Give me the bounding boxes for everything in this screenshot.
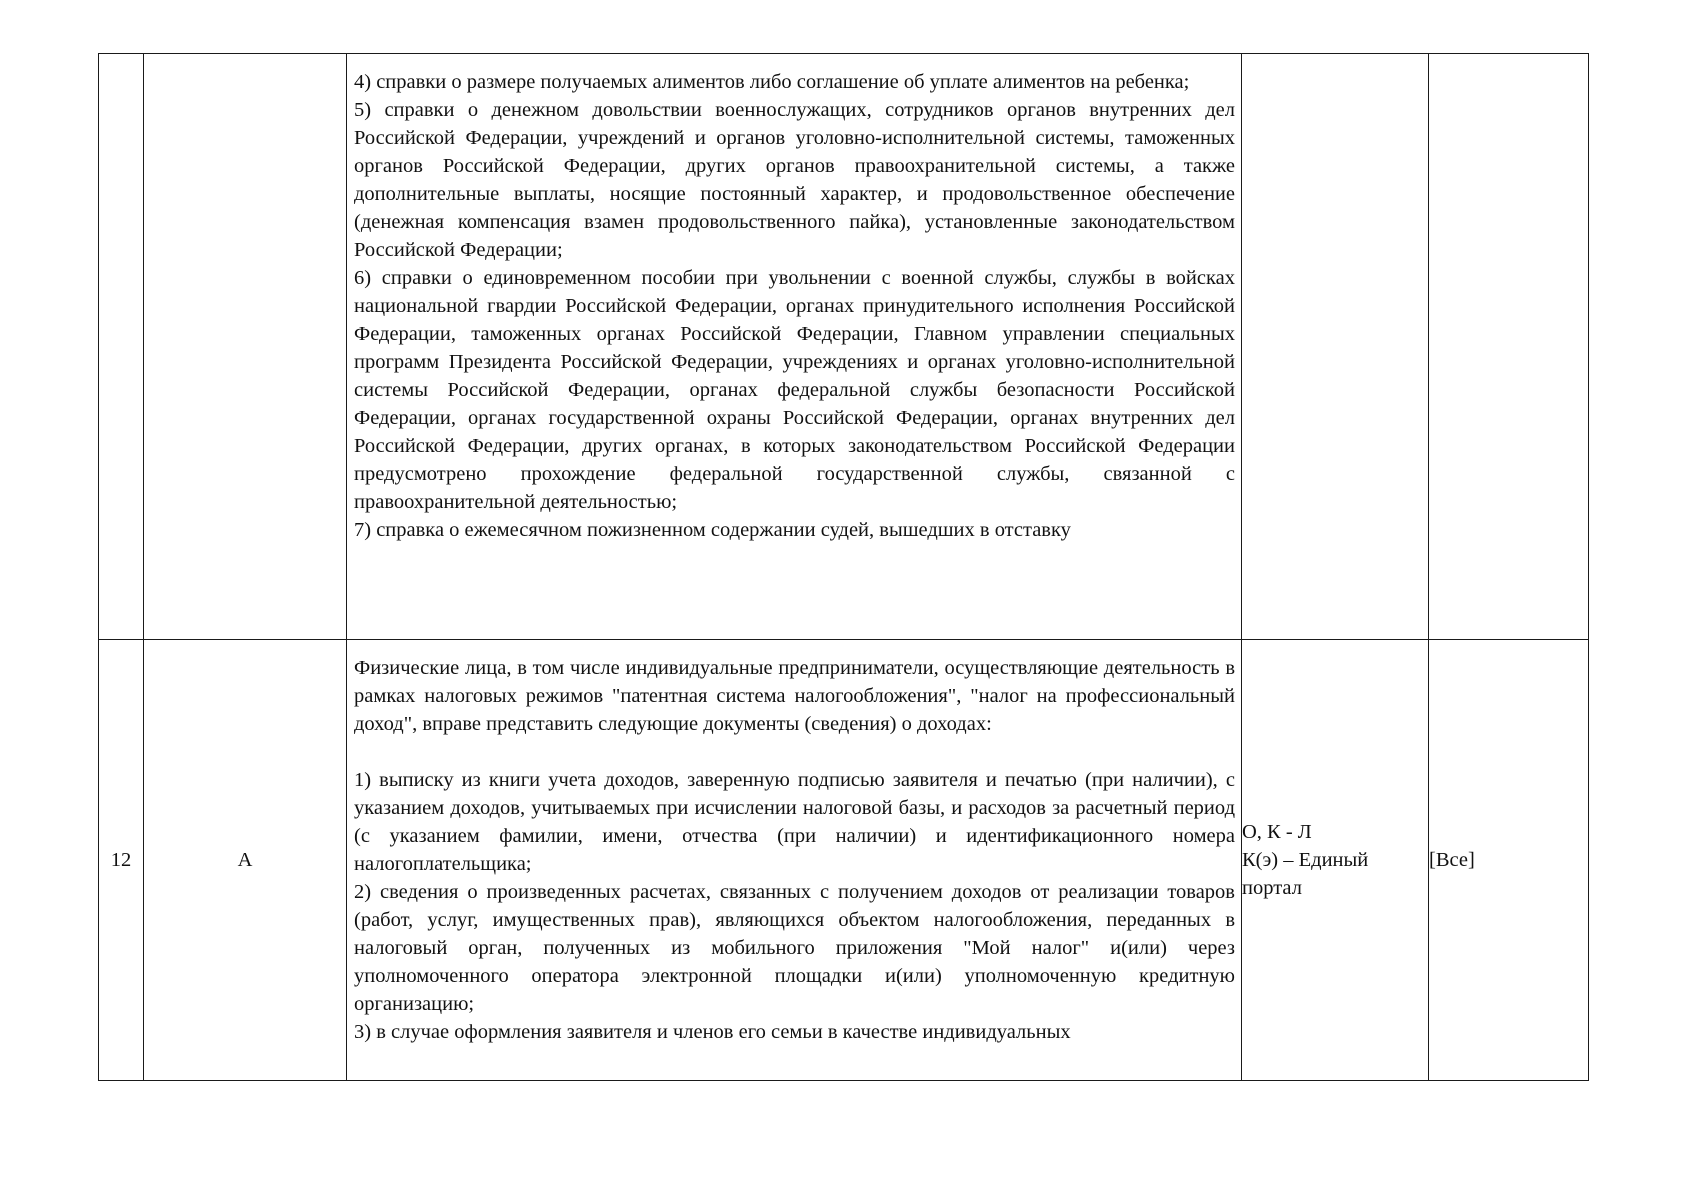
intro-paragraph: Физические лица, в том числе индивидуальные предприниматели, осуществляющие деятельность в рамках налоговых режимов "патентная система налогообложения", "налог на профессиональный доход", вправе представить следующие документы (сведения) о доходах: xyxy=(354,657,1235,735)
row-code-cell: А xyxy=(144,640,347,1081)
list-item: 1) выписку из книги учета доходов, заверенную подписью заявителя и печатью (при наличии), с указанием доходов, учитываемых при исчислении налоговой базы, и расходов за расчетный период (с указанием фамилии, имени, отчества (при наличии) и идентификационного номера налогоплательщика; xyxy=(354,769,1235,875)
row-method-cell xyxy=(1242,640,1429,1081)
row-method-cell xyxy=(1242,54,1429,640)
list-item: 7) справка о ежемесячном пожизненном содержании судей, вышедших в отставку xyxy=(354,519,1071,541)
document-table xyxy=(98,53,1589,1081)
list-item: 2) сведения о произведенных расчетах, связанных с получением доходов от реализации товаров (работ, услуг, имущественных прав), являющихся объектом налогообложения, переданных в налоговый орган, полученных из мобильного приложения "Мой налог" и(или) через уполномоченного оператора электронной площадки и(или) уполномоченную кредитную организацию; xyxy=(354,881,1235,1015)
row-note-cell xyxy=(1429,54,1589,640)
row-code-cell xyxy=(144,54,347,640)
table-row xyxy=(99,54,1589,640)
list-item: 3) в случае оформления заявителя и членов его семьи в качестве индивидуальных xyxy=(354,1021,1071,1043)
table-row xyxy=(99,640,1589,1081)
method-line: О, К - Л xyxy=(1242,821,1312,843)
row-number-cell: 12 xyxy=(99,640,144,1081)
method-line: К(э) – Единый портал xyxy=(1242,849,1369,899)
row-number-cell xyxy=(99,54,144,640)
list-item: 6) справки о единовременном пособии при увольнении с военной службы, службы в войсках национальной гвардии Российской Федерации, органах принудительного исполнения Российской Федерации, таможенных органах Российской Федерации, Главном управлении специальных программ Президента Российской Федерации, учреждениях и органах уголовно-исполнительной системы Российской Федерации, органах федеральной службы безопасности Российской Федерации, органах государственной охраны Российской Федерации, органах внутренних дел Российской Федерации, других органах, в которых законодательством Российской Федерации предусмотрено прохождение федеральной государственной службы, связанной с правоохранительной деятельностью; xyxy=(354,267,1235,513)
list-item: 5) справки о денежном довольствии военнослужащих, сотрудников органов внутренних дел Российской Федерации, учреждений и органов уголовно-исполнительной системы, таможенных органов Российской Федерации, других органов правоохранительной системы, а также дополнительные выплаты, носящие постоянный характер, и продовольственное обеспечение (денежная компенсация взамен продовольственного пайка), установленные законодательством Российской Федерации; xyxy=(354,99,1235,261)
row-text-cell xyxy=(347,640,1242,1081)
blank-line xyxy=(354,738,1235,766)
list-item: 4) справки о размере получаемых алиментов либо соглашение об уплате алиментов на ребенка; xyxy=(354,71,1190,93)
row-text-cell xyxy=(347,54,1242,640)
row-note-cell: [Все] xyxy=(1429,640,1589,1081)
